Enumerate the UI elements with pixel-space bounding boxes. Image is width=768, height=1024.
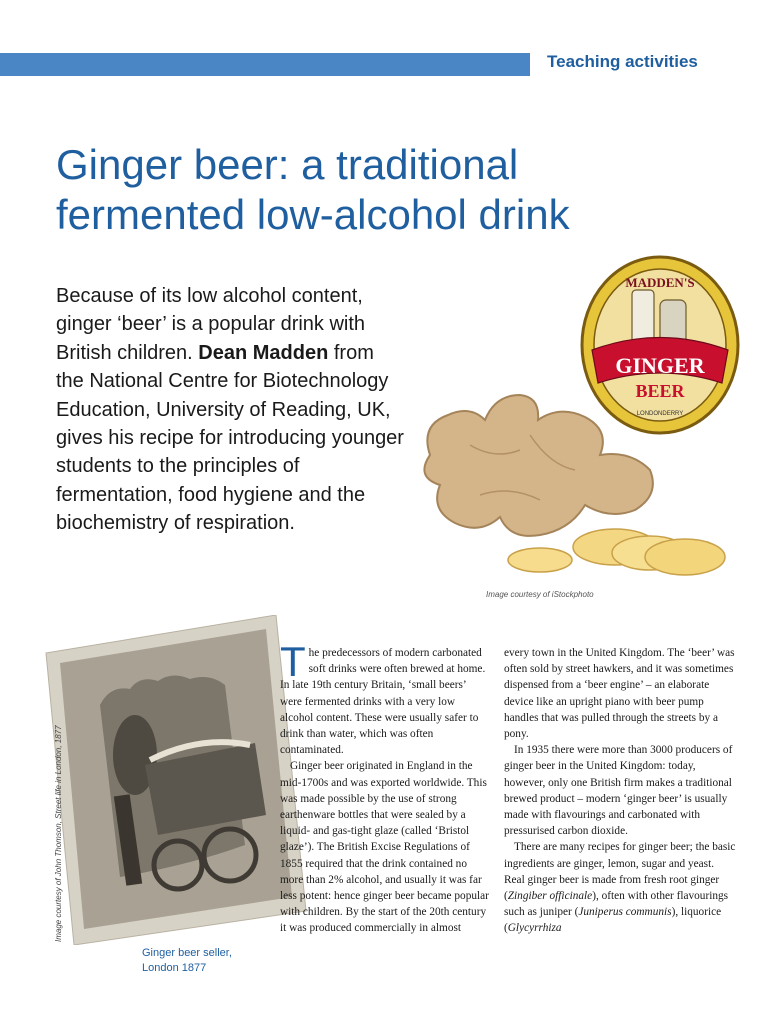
article-title — [56, 140, 736, 240]
label-text-small: LONDONDERRY — [636, 411, 684, 417]
article-intro — [56, 282, 406, 538]
p5-text-c: ), often with other flavourings such as juniper ( — [504, 890, 729, 919]
body-paragraph-3: every town in the United Kingdom. The ‘beer’ was often sold by street hawkers, and it was sometimes dispensed from a ‘beer engine’ – an elaborate device like an upright piano with beer pump handles that was pulled through the streets by a pony. — [504, 647, 735, 741]
p5-text-a: There are many recipes for ginger beer; the basic ingredients are ginger, lemon, sugar and yeast. Real ginger beer is made from fresh root ginger ( — [504, 841, 736, 903]
species-zingiber: Zingiber officinale — [507, 890, 593, 903]
section-label: Teaching activities — [547, 52, 698, 71]
p5-text-e: ), liquorice ( — [504, 906, 722, 935]
body-paragraph-5 — [504, 839, 736, 936]
title-line-2: fermented low-alcohol drink — [56, 191, 570, 238]
body-paragraph-4: In 1935 there were more than 3000 producers of ginger beer in the United Kingdom: today, however, only one British firm makes a traditional brewed product – modern ‘ginger beer’ is usually made with flavourings and carbonated with pressurised carbon dioxide. — [504, 744, 733, 838]
ginger-image-credit: Image courtesy of iStockphoto — [486, 590, 594, 599]
photo-credit: Image courtesy of John Thomson, Street life in London, 1877 — [54, 725, 63, 942]
body-column-1 — [280, 638, 490, 937]
body-paragraph-2: Ginger beer originated in England in the mid-1700s and was exported worldwide. This was made possible by the use of strong earthenware bottles that were sealed by a liquid- and gas-tight glaze (called ‘Bristol glaze’). The British Excise Regulations of 1855 required that the drink contained no more than 2% alcohol, and usually it was far less potent: hence ginger beer became popular with children. By the start of the 20th century it was produced commercially in almost — [280, 760, 489, 935]
body-paragraph-1-text: he predecessors of modern carbonated soft drinks were often brewed at home. In late 19th century Britain, ‘small beers’ were fermented drinks with a very low alcohol content. These were usually safer to drink than water, which was often contaminated. — [280, 647, 486, 757]
species-juniperus: Juniperus communis — [578, 906, 672, 919]
label-text-mid: GINGER — [615, 353, 705, 378]
intro-text-pre: Because of its low alcohol content, ginger ‘beer’ is a popular drink with British children. — [56, 285, 366, 364]
label-text-top: MADDEN'S — [625, 275, 695, 290]
author-name: Dean Madden — [198, 341, 329, 364]
historical-photo — [40, 615, 308, 945]
photo-caption: Ginger beer seller, London 1877 — [142, 947, 232, 974]
ginger-image — [400, 255, 768, 595]
body-column-2 — [504, 645, 736, 937]
title-line-1: Ginger beer: a traditional — [56, 141, 519, 188]
drop-cap: T — [280, 638, 306, 685]
label-text-low: BEER — [635, 381, 685, 401]
species-glycyrrhiza: Glycyrrhiza — [507, 922, 562, 935]
body-paragraph-1 — [280, 638, 490, 758]
ginger-beer-label — [582, 257, 738, 433]
intro-text-post: from the National Centre for Biotechnology Education, University of Reading, UK, gives his recipe for introducing younger students to the principles of fermentation, food hygiene and the biochemistry of respiration. — [56, 341, 404, 535]
header-bar — [0, 53, 530, 76]
